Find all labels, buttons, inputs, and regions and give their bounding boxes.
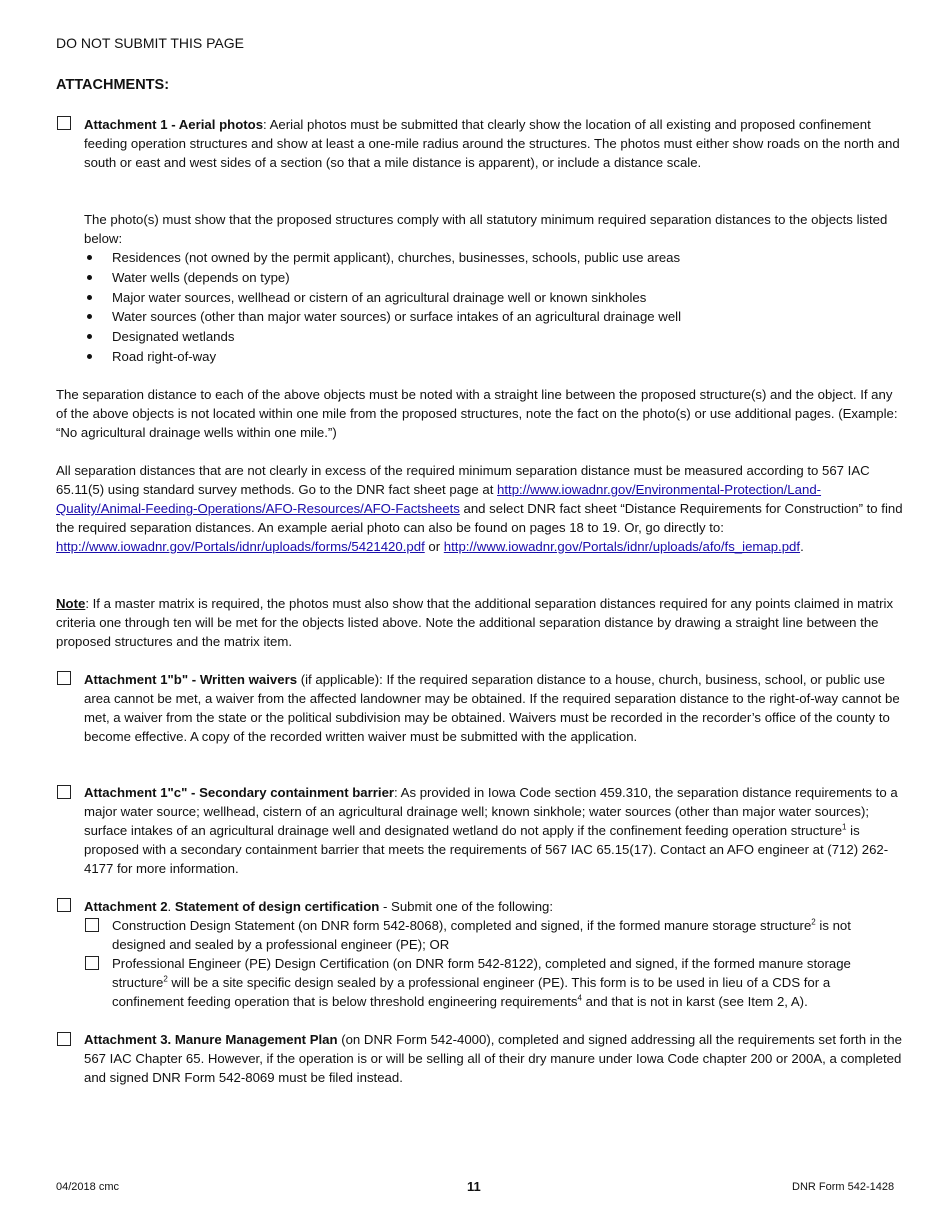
list-item: Water sources (other than major water sources) or surface intakes of an agricultural drainage well [84,307,904,327]
attachment-1c-title: Attachment 1"c" - Secondary containment barrier [84,785,395,800]
note-label: Note [56,596,86,611]
iemap-factsheet-link[interactable]: http://www.iowadnr.gov/Portals/idnr/uploads/afo/fs_iemap.pdf [443,539,801,554]
list-item: Road right-of-way [84,347,904,367]
list-item: Designated wetlands [84,327,904,347]
attachment-1-checkbox[interactable] [57,116,71,130]
pe-option-checkbox[interactable] [85,956,99,970]
attachment-3-text: Attachment 3. Manure Management Plan (on DNR Form 542-4000), completed and signed addressing all the requirements set forth in the 567 IAC Chapter 65. However, if the operation is or will be selling all of their dry manure under Iowa Code chapter 200 or 200A, a completed and signed DNR Form 542-8069 must be filed instead. [84,1032,902,1085]
page-number: 11 [467,1179,481,1194]
cds-option-text: Construction Design Statement (on DNR form 542-8068), completed and signed, if the formed manure storage structure$^2$ is not designed and sealed by a professional engineer (PE); OR [112,917,851,952]
attachment-1b-checkbox[interactable] [57,671,71,685]
attachment-2-title: Attachment 2 [84,899,168,914]
list-item: Water wells (depends on type) [84,268,904,288]
attachment-1b-text: Attachment 1"b" - Written waivers (if applicable): If the required separation distance to a house, church, business, school, or public use area cannot be met, a waiver from the affected landowner may be obtained. If the required separation distance to the right-of-way cannot be met, a waiver from the state or the political subdivision may be obtained. Waivers must be recorded in the recorder’s office of the county to become effective. A copy of the recorded written waiver must be submitted with the application. [84,672,900,744]
attachment-3-checkbox[interactable] [57,1032,71,1046]
attachment-1-intro: The photo(s) must show that the proposed structures comply with all statutory minimum required separation distances to the objects listed below: [84,212,888,246]
attachment-1c-checkbox[interactable] [57,785,71,799]
attachment-2-text: Attachment 2. Statement of design certification - Submit one of the following: [84,899,554,914]
note-paragraph: Note: If a master matrix is required, the photos must also show that the additional separation distances required for any points claimed in matrix criteria one through ten will be met for the objects listed above. Note the additional separation distance by drawing a straight line between the proposed structures and the matrix item. [56,596,894,649]
footer-date: 04/2018 cmc [56,1181,119,1193]
attachment-1b-title: Attachment 1"b" - Written waivers [84,672,298,687]
separation-paragraph: The separation distance to each of the above objects must be noted with a straight line between the proposed structure(s) and the object. If any of the above objects is not located within one mile from the proposed structures, note the fact on the photo(s) or use additional pages. (Example: “No agricultural drainage wells within one mile.”) [56,387,898,440]
attachment-1-title: Attachment 1 - Aerial photos [84,117,264,132]
cds-option-checkbox[interactable] [85,918,99,932]
attachment-3-title: Attachment 3. Manure Management Plan [84,1032,338,1047]
attachment-1-text: Attachment 1 - Aerial photos: Aerial photos must be submitted that clearly show the location of all existing and proposed confinement feeding operation structures and show at least a one-mile radius around the structures. The photos must either show roads on the north and south or east and west sides of a section (so that a mile distance is apparent), or include a distance scale. [84,117,900,170]
attachment-1c-text: Attachment 1"c" - Secondary containment barrier: As provided in Iowa Code section 459.310, the separation distance requirements to a major water source; wellhead, cistern of an agricultural drainage well; known sinkhole; water sources (other than major water sources); surface intakes of an agricultural drainage well and designated wetland do not apply if the confinement feeding operation structure$^1$ is proposed with a secondary containment barrier that meets the requirements of 567 IAC 65.15(17). Contact an AFO engineer at (712) 262-4177 for more information. [84,785,898,876]
afo-factsheets-link[interactable]: http://www.iowadnr.gov/Environmental-Protection/Land-Quality/Animal-Feeding-Operations/AFO-Resources/AFO-Factsheets [56,482,822,516]
attachment-2-checkbox[interactable] [57,898,71,912]
list-item: Residences (not owned by the permit applicant), churches, businesses, schools, public use areas [84,248,904,268]
page-header: DO NOT SUBMIT THIS PAGE [56,35,244,51]
footer-form-number: DNR Form 542-1428 [792,1181,895,1193]
form-5421420-link[interactable]: http://www.iowadnr.gov/Portals/idnr/uploads/forms/5421420.pdf [56,539,425,554]
measurement-paragraph: All separation distances that are not clearly in excess of the required minimum separation distance must be measured according to 567 IAC 65.11(5) using standard survey methods. Go to the DNR fact sheet page at http://www.iowadnr.gov/Environmental-Protection/Land-Quality/Animal-Feeding-Operations/AFO-Resources/AFO-Factsheets and select DNR fact sheet “Distance Requirements for Construction” to find the required separation distances. An example aerial photo can also be found on pages 18 to 19. Or, go directly to: http://www.iowadnr.gov/Portals/idnr/uploads/forms/5421420.pdf or http://www.iowadnr.gov/Portals/idnr/uploads/afo/fs_iemap.pdf. [56,463,903,554]
pe-option-text: Professional Engineer (PE) Design Certification (on DNR form 542-8122), completed and signed, if the formed manure storage structure$^2$ will be a site specific design sealed by a professional engineer (PE). This form is to be used in lieu of a CDS for a confinement feeding operation that is below threshold engineering requirements$^4$ and that is not in karst (see Item 2, A). [112,956,851,1009]
list-item: Major water sources, wellhead or cistern of an agricultural drainage well or known sinkholes [84,288,904,308]
section-title: ATTACHMENTS: [56,77,170,93]
separation-objects-list [84,248,904,367]
